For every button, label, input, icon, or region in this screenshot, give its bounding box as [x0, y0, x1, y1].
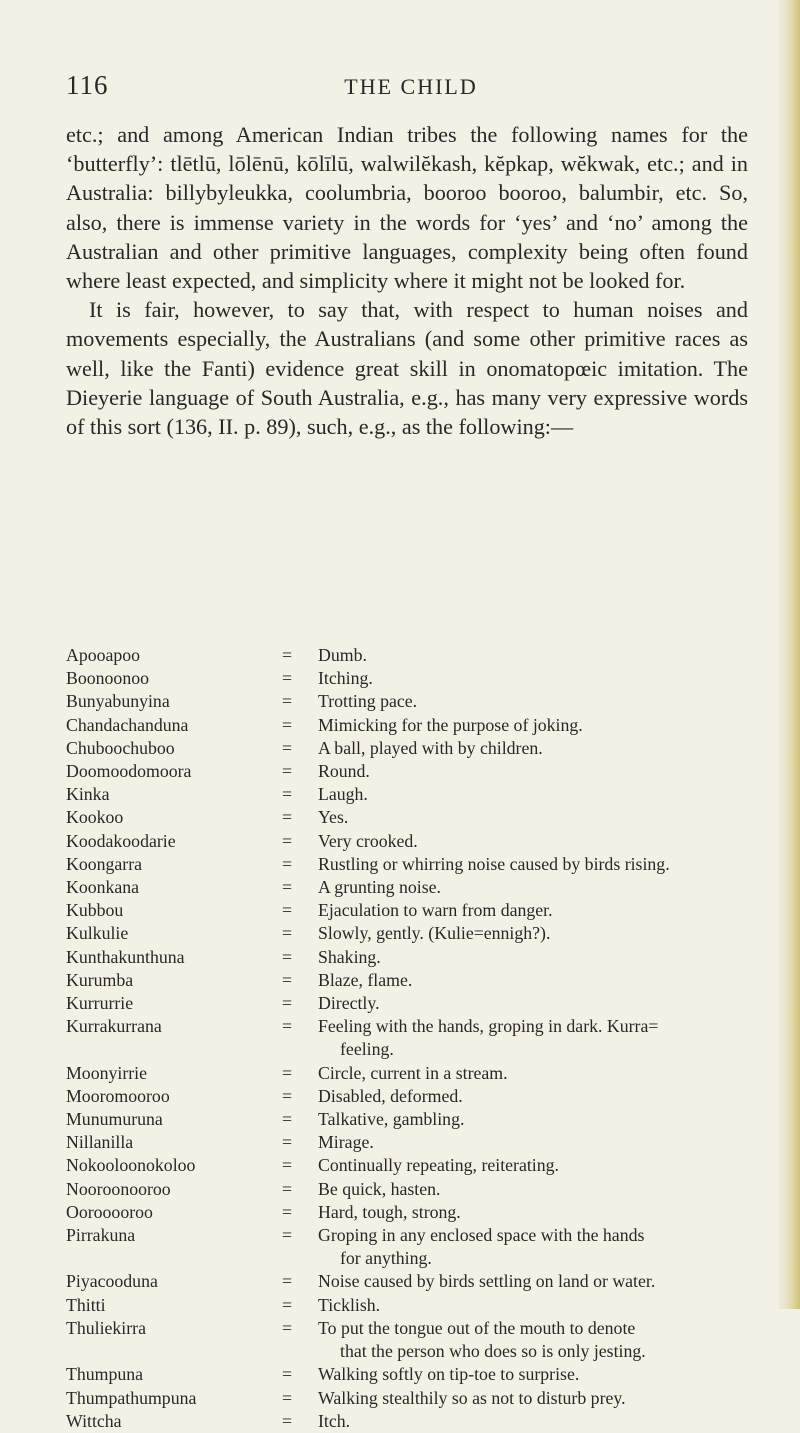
equals-sign: =	[282, 784, 293, 805]
glossary-entry	[66, 1131, 756, 1154]
glossary-term: Nillanilla	[66, 1132, 134, 1153]
glossary-entry	[66, 783, 756, 806]
glossary-entry	[66, 690, 756, 713]
glossary-term: Kurrurrie	[66, 993, 134, 1014]
equals-sign: =	[282, 645, 293, 665]
equals-sign: =	[282, 1271, 293, 1292]
glossary-definition	[318, 714, 756, 737]
equals-sign: =	[282, 1317, 293, 1338]
glossary-term: Chandachanduna	[66, 714, 189, 735]
glossary-definition	[318, 830, 756, 853]
definition-text: Continually repeating, reiterating.	[318, 1155, 559, 1176]
definition-continuation: that the person who does so is only jesting.	[340, 1341, 646, 1362]
glossary-definition	[318, 1387, 756, 1410]
equals-sign: =	[282, 807, 293, 828]
page-header	[66, 66, 756, 106]
glossary-term: Kurrakurrana	[66, 1016, 162, 1037]
page-number: 116	[66, 70, 109, 100]
glossary-entry	[66, 1270, 756, 1293]
glossary-definition	[318, 1085, 756, 1108]
glossary-term: Koongarra	[66, 853, 143, 874]
glossary-definition	[318, 1294, 756, 1317]
glossary-term: Thitti	[66, 1294, 106, 1315]
glossary-term: Thumpathumpuna	[66, 1387, 197, 1408]
definition-text: Itch.	[318, 1410, 351, 1431]
glossary-term: Munumuruna	[66, 1109, 163, 1130]
definition-text: Mimicking for the purpose of joking.	[318, 714, 583, 735]
glossary-definition	[318, 876, 756, 899]
definition-continuation: for anything.	[340, 1248, 432, 1269]
body-text	[66, 120, 748, 441]
glossary-term: Mooromooroo	[66, 1085, 170, 1106]
definition-continuation: feeling.	[340, 1039, 394, 1060]
glossary-entry	[66, 969, 756, 992]
glossary-term: Moonyirrie	[66, 1062, 147, 1083]
glossary-term: Thumpuna	[66, 1364, 144, 1385]
equals-sign: =	[282, 1364, 293, 1385]
glossary-definition	[318, 922, 756, 945]
glossary-definition	[318, 1270, 756, 1293]
equals-sign: =	[282, 668, 293, 689]
glossary-definition	[318, 1410, 756, 1433]
paragraph: It is fair, however, to say that, with respect to human noises and movements especially, the Australians (and some other primitive races as well, like the Fanti) evidence great skill in onomatopœic imitation. The Dieyerie language of South Australia, e.g., has many very expressive words of this sort (136, II. p. 89), such, e.g., as the following:—	[66, 297, 748, 440]
running-head: THE CHILD	[344, 74, 478, 99]
glossary-definition	[318, 1108, 756, 1131]
glossary-list	[66, 644, 756, 1433]
paragraph: etc.; and among American Indian tribes the following names for the ‘butterfly’: tlētlū, lōlēnū, kōlīlū, walwilĕkash, kĕpkap, wĕkwak, etc.; and in Australia: billybyleukka, coolumbria, booroo booroo, balumbir, etc. So, also, there is immense variety in the words for ‘yes’ and ‘no’ among the Australian and other primitive languages, complexity being often found where least expected, and simplicity where it might not be looked for.	[66, 122, 748, 294]
glossary-term: Apooapoo	[66, 645, 141, 665]
definition-text: A ball, played with by children.	[318, 737, 543, 758]
glossary-entry	[66, 1317, 756, 1363]
glossary-term: Kulkulie	[66, 923, 129, 944]
equals-sign: =	[282, 1016, 293, 1037]
glossary-term: Oorooooroo	[66, 1201, 153, 1222]
glossary-entry	[66, 806, 756, 829]
glossary-entry	[66, 1178, 756, 1201]
equals-sign: =	[282, 1387, 293, 1408]
glossary-entry	[66, 1363, 756, 1386]
glossary-entry	[66, 876, 756, 899]
glossary-entry	[66, 1410, 756, 1433]
glossary-entry	[66, 1387, 756, 1410]
definition-text: Very crooked.	[318, 830, 418, 851]
equals-sign: =	[282, 969, 293, 990]
glossary-entry	[66, 760, 756, 783]
glossary-term: Pirrakuna	[66, 1225, 136, 1246]
equals-sign: =	[282, 877, 293, 898]
glossary-definition	[318, 1224, 756, 1270]
glossary-term: Thuliekirra	[66, 1317, 146, 1338]
glossary-definition	[318, 899, 756, 922]
glossary-entry	[66, 1062, 756, 1085]
definition-text: Be quick, hasten.	[318, 1178, 441, 1199]
definition-text: Ejaculation to warn from danger.	[318, 900, 553, 921]
definition-text: Walking stealthily so as not to disturb prey.	[318, 1387, 626, 1408]
equals-sign: =	[282, 1225, 293, 1246]
glossary-entry	[66, 714, 756, 737]
glossary-entry	[66, 1154, 756, 1177]
glossary-definition	[318, 690, 756, 713]
equals-sign: =	[282, 946, 293, 967]
glossary-term: Nooroonooroo	[66, 1178, 171, 1199]
glossary-definition	[318, 760, 756, 783]
equals-sign: =	[282, 691, 293, 712]
page-edge	[778, 0, 800, 1309]
definition-text: Circle, current in a stream.	[318, 1062, 508, 1083]
glossary-term: Bunyabunyina	[66, 691, 170, 712]
glossary-definition	[318, 644, 756, 667]
definition-text: Ticklish.	[318, 1294, 381, 1315]
glossary-term: Kunthakunthuna	[66, 946, 185, 967]
equals-sign: =	[282, 1132, 293, 1153]
glossary-definition	[318, 737, 756, 760]
definition-text: To put the tongue out of the mouth to denote	[318, 1317, 636, 1338]
definition-text: Mirage.	[318, 1132, 374, 1153]
glossary-definition	[318, 1363, 756, 1386]
definition-text: A grunting noise.	[318, 877, 441, 898]
equals-sign: =	[282, 1062, 293, 1083]
definition-text: Walking softly on tip-toe to surprise.	[318, 1364, 580, 1385]
glossary-definition	[318, 1317, 756, 1363]
definition-text: Shaking.	[318, 946, 381, 967]
definition-text: Slowly, gently. (Kulie=ennigh?).	[318, 923, 551, 944]
glossary-definition	[318, 853, 756, 876]
glossary-term: Koodakoodarie	[66, 830, 176, 851]
glossary-entry	[66, 1108, 756, 1131]
glossary-entry	[66, 830, 756, 853]
glossary-entry	[66, 992, 756, 1015]
glossary-entry	[66, 946, 756, 969]
equals-sign: =	[282, 1178, 293, 1199]
equals-sign: =	[282, 923, 293, 944]
glossary-entry	[66, 1015, 756, 1061]
equals-sign: =	[282, 737, 293, 758]
definition-text: Feeling with the hands, groping in dark. Kurra=	[318, 1016, 659, 1037]
glossary-term: Piyacooduna	[66, 1271, 158, 1292]
glossary-term: Kurumba	[66, 969, 134, 990]
equals-sign: =	[282, 761, 293, 782]
equals-sign: =	[282, 1085, 293, 1106]
equals-sign: =	[282, 1109, 293, 1130]
glossary-entry	[66, 853, 756, 876]
glossary-entry	[66, 899, 756, 922]
glossary-definition	[318, 969, 756, 992]
equals-sign: =	[282, 993, 293, 1014]
glossary-definition	[318, 992, 756, 1015]
definition-text: Itching.	[318, 668, 373, 689]
glossary-definition	[318, 946, 756, 969]
definition-text: Yes.	[318, 807, 349, 828]
glossary-entry	[66, 1085, 756, 1108]
equals-sign: =	[282, 1155, 293, 1176]
glossary-entry	[66, 1224, 756, 1270]
definition-text: Dumb.	[318, 645, 367, 665]
definition-text: Hard, tough, strong.	[318, 1201, 461, 1222]
glossary-definition	[318, 1178, 756, 1201]
glossary-term: Kookoo	[66, 807, 124, 828]
glossary-entry	[66, 667, 756, 690]
equals-sign: =	[282, 1294, 293, 1315]
glossary-definition	[318, 806, 756, 829]
definition-text: Rustling or whirring noise caused by birds rising.	[318, 853, 670, 874]
definition-text: Round.	[318, 761, 370, 782]
glossary-entry	[66, 1201, 756, 1224]
equals-sign: =	[282, 830, 293, 851]
equals-sign: =	[282, 714, 293, 735]
definition-text: Blaze, flame.	[318, 969, 413, 990]
glossary-entry	[66, 1294, 756, 1317]
glossary-term: Koonkana	[66, 877, 140, 898]
glossary-term: Doomoodomoora	[66, 761, 192, 782]
glossary-term: Kinka	[66, 784, 110, 805]
glossary-entry	[66, 644, 756, 667]
equals-sign: =	[282, 853, 293, 874]
definition-text: Talkative, gambling.	[318, 1109, 465, 1130]
glossary-term: Boonoonoo	[66, 668, 149, 689]
glossary-definition	[318, 667, 756, 690]
equals-sign: =	[282, 1201, 293, 1222]
glossary-definition	[318, 1131, 756, 1154]
glossary-definition	[318, 783, 756, 806]
definition-text: Disabled, deformed.	[318, 1085, 463, 1106]
equals-sign: =	[282, 1410, 293, 1431]
glossary-definition	[318, 1015, 756, 1061]
definition-text: Trotting pace.	[318, 691, 418, 712]
equals-sign: =	[282, 900, 293, 921]
glossary-definition	[318, 1201, 756, 1224]
definition-text: Directly.	[318, 993, 380, 1014]
glossary-definition	[318, 1062, 756, 1085]
glossary-term: Nokooloonokoloo	[66, 1155, 196, 1176]
glossary-term: Chuboochuboo	[66, 737, 175, 758]
definition-text: Laugh.	[318, 784, 368, 805]
glossary-term: Kubbou	[66, 900, 124, 921]
definition-text: Noise caused by birds settling on land or water.	[318, 1271, 656, 1292]
glossary-term: Wittcha	[66, 1410, 122, 1431]
definition-text: Groping in any enclosed space with the hands	[318, 1225, 645, 1246]
glossary-definition	[318, 1154, 756, 1177]
glossary-entry	[66, 922, 756, 945]
glossary-entry	[66, 737, 756, 760]
